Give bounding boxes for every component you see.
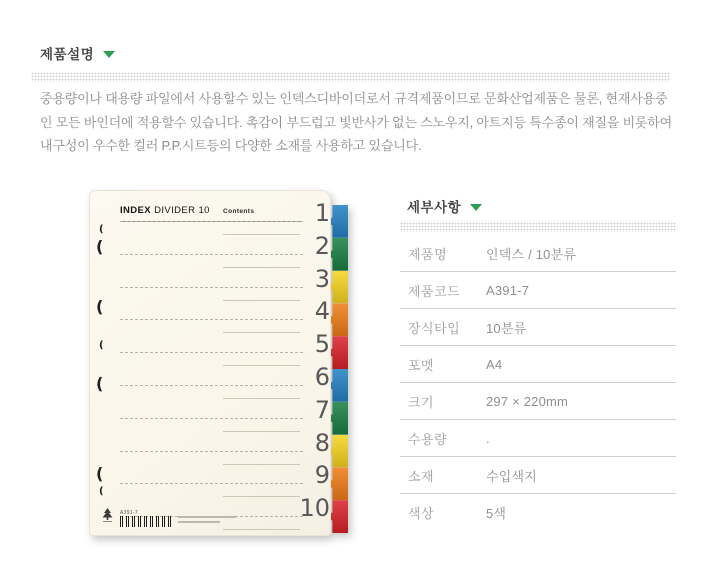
- ruled-line-short: [223, 529, 300, 530]
- ruled-line: [120, 254, 303, 255]
- spec-table: [400, 235, 676, 530]
- tab-number-5: 5: [314, 330, 330, 359]
- contents-label: Contents: [223, 208, 255, 215]
- ruled-line: [120, 451, 303, 452]
- spec-label: 제품명: [408, 246, 448, 262]
- spec-value: .: [486, 430, 490, 446]
- spec-label: 장식타입: [408, 320, 461, 336]
- ruled-line: [120, 319, 303, 320]
- tab-number-6: 6: [314, 363, 330, 391]
- spec-label: 수용량: [408, 431, 448, 447]
- tab-number-4: 4: [314, 297, 330, 326]
- spec-row: [400, 346, 676, 383]
- spec-value: 297 × 220mm: [486, 393, 569, 409]
- ruled-line: [120, 352, 303, 353]
- spec-label: 제품코드: [408, 283, 461, 299]
- sheet-title: INDEX DIVIDER 10: [120, 205, 210, 216]
- ruled-line: [120, 483, 303, 484]
- spec-row: [400, 309, 676, 346]
- binder-ring-mark: (: [96, 464, 104, 483]
- binder-ring-mark: (: [96, 297, 104, 316]
- barcode-number: A391-7: [120, 510, 138, 516]
- spec-row: [400, 272, 676, 309]
- ruled-line: [120, 385, 303, 386]
- spec-row: [400, 420, 676, 457]
- spec-value: 수입색지: [486, 468, 538, 484]
- description-line: 인 모든 바인더에 적용할수 있습니다. 촉감이 부드럽고 빛반사가 없는 스노우지, 아트지등 특수종이 재질을 비롯하여: [40, 114, 673, 130]
- details-header: [407, 196, 482, 216]
- spec-row: [400, 457, 676, 494]
- spec-label: 크기: [408, 394, 435, 410]
- ruled-line: [120, 221, 303, 222]
- green-arrow-down-icon: [103, 51, 115, 58]
- description-header: [40, 43, 115, 63]
- spec-value: 10분류: [486, 320, 527, 336]
- spec-label: 소재: [408, 468, 435, 484]
- spec-row: [400, 235, 676, 272]
- spec-label: 포멧: [408, 357, 435, 373]
- binder-ring-mark: (: [96, 374, 104, 393]
- green-arrow-down-icon: [470, 204, 482, 211]
- index-divider-sheet: [89, 190, 331, 536]
- binder-ring-mark: (: [99, 340, 104, 351]
- spec-value: 인덱스 / 10분류: [486, 246, 577, 262]
- description-line: 내구성이 우수한 컬러 P.P.시트등의 다양한 소재를 사용하고 있습니다.: [40, 138, 422, 153]
- binder-ring-mark: (: [96, 237, 104, 256]
- ruled-line: [120, 287, 303, 288]
- tab-number-2: 2: [314, 231, 330, 260]
- brand-tree-icon: [102, 508, 113, 522]
- tab-number-9: 9: [314, 461, 330, 490]
- description-line: 중용량이나 대용량 파일에서 사용할수 있는 인덱스디바이더로서 규격제품이므로 문화산업제품은 물론, 현재사용중: [40, 91, 668, 106]
- fine-print-line: [178, 521, 220, 523]
- barcode: [120, 516, 172, 527]
- binder-ring-mark: (: [99, 486, 104, 497]
- details-title: 세부사항: [407, 200, 462, 215]
- ruled-line: [120, 418, 303, 419]
- description-title: 제품설명: [40, 47, 95, 62]
- spec-value: A391-7: [486, 282, 530, 298]
- dotted-divider-top: [31, 72, 670, 82]
- tab-number-10: 10: [299, 494, 330, 523]
- product-image: [85, 180, 367, 548]
- spec-row: [400, 383, 676, 420]
- spec-value: 5색: [486, 505, 507, 521]
- tab-number-3: 3: [314, 264, 330, 293]
- fine-print-line: [178, 516, 236, 518]
- spec-row: [400, 494, 676, 530]
- index-divider-photo: [85, 180, 367, 548]
- binder-ring-mark: (: [99, 224, 104, 235]
- description-text: [40, 87, 680, 158]
- tab-number-8: 8: [314, 428, 330, 457]
- spec-label: 색상: [408, 505, 435, 521]
- tab-number-1: 1: [314, 199, 330, 227]
- dotted-divider-details: [400, 222, 676, 232]
- spec-value: A4: [486, 356, 503, 372]
- tab-number-7: 7: [314, 395, 330, 424]
